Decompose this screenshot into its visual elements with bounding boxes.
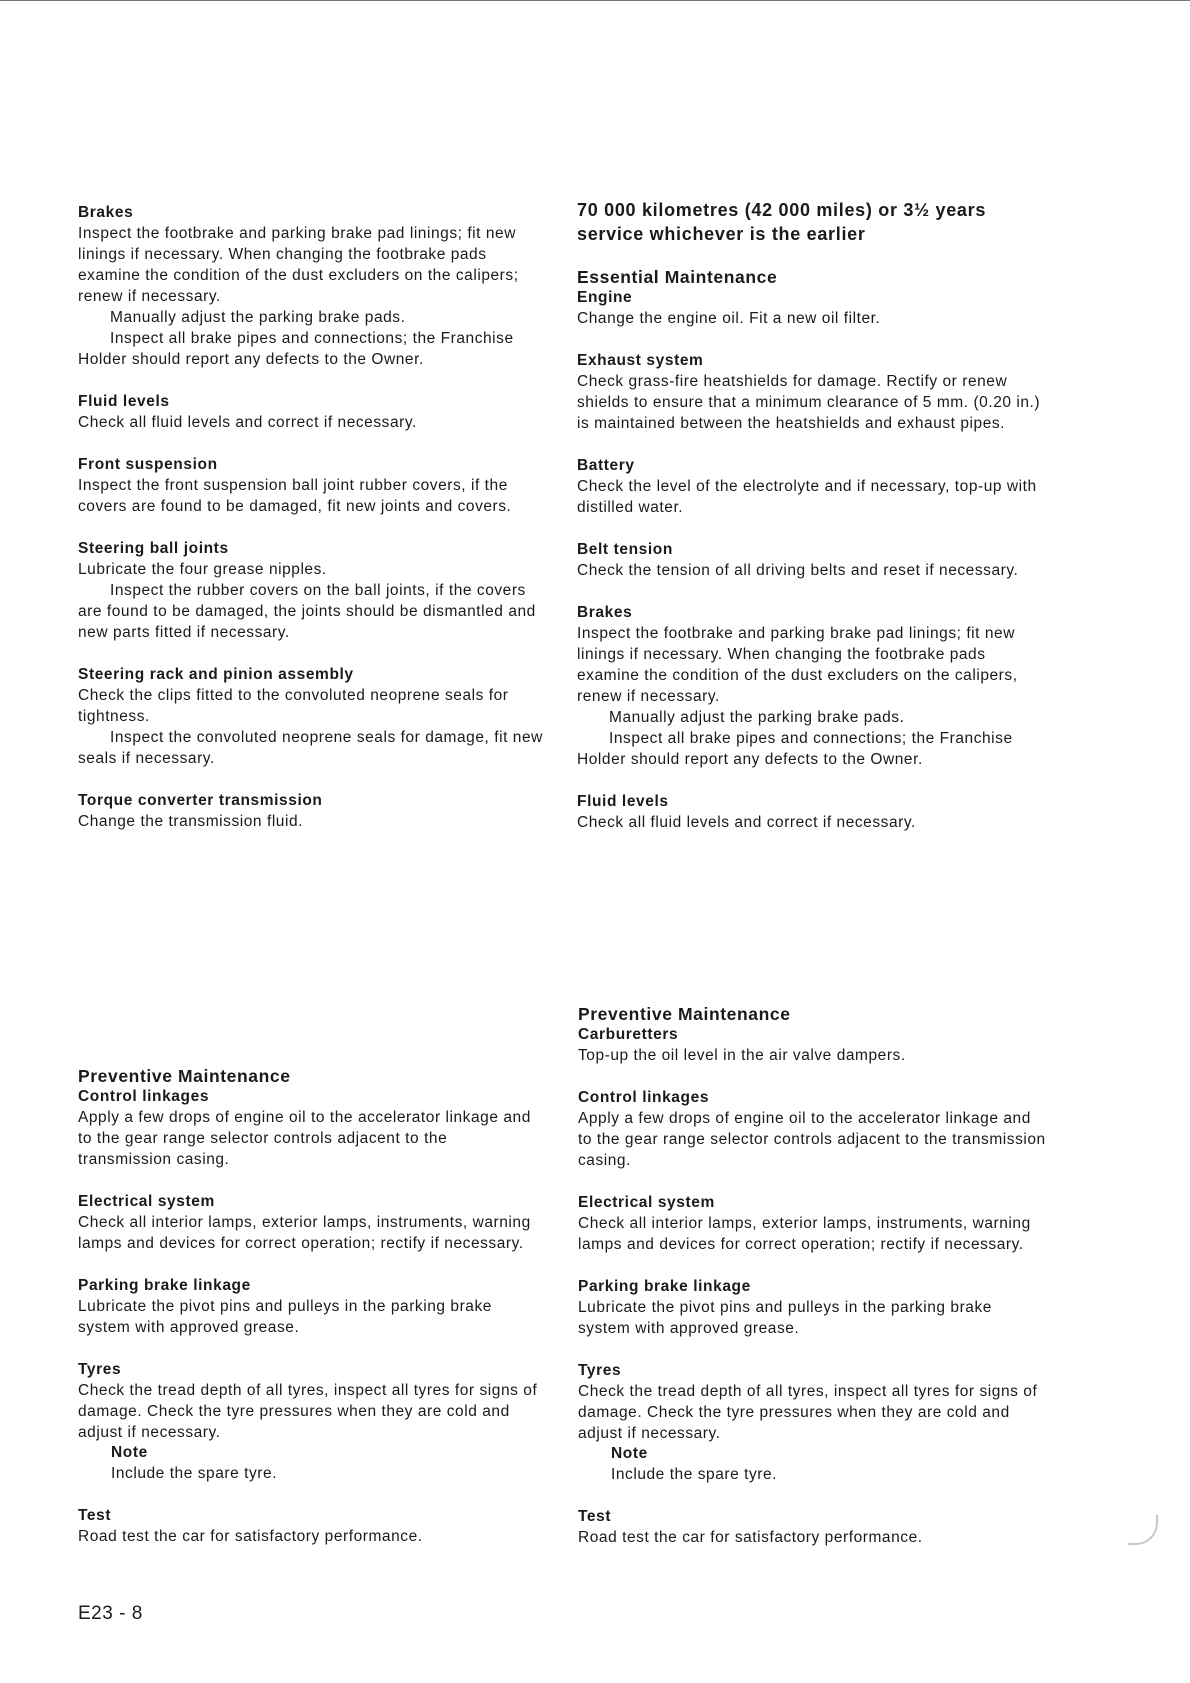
section-heading: Tyres	[78, 1361, 122, 1378]
section-paragraph: Check all fluid levels and correct if necessary.	[78, 414, 417, 431]
left-column-bottom	[78, 1065, 543, 1569]
section-paragraph: Check grass-fire heatshields for damage. Rectify or renew shields to ensure that a minimum clearance of 5 mm. (0.20 in.) is maintained between the heatshields and exhaust pipes.	[577, 373, 1041, 432]
section-battery	[577, 456, 1047, 518]
section-paragraph: Inspect the front suspension ball joint rubber covers, if the covers are found to be damaged, fit new joints and covers.	[78, 477, 512, 515]
section-heading: Control linkages	[578, 1089, 710, 1106]
section-heading: Carburetters	[578, 1026, 679, 1043]
section-heading: Test	[78, 1507, 112, 1524]
note-block	[78, 1443, 543, 1484]
note-block	[578, 1444, 1048, 1485]
section-engine	[577, 288, 1047, 329]
section-tyres	[578, 1361, 1048, 1485]
section-heading: Control linkages	[78, 1088, 210, 1105]
section-torque-converter-transmission	[78, 791, 543, 832]
section-electrical-system	[578, 1193, 1048, 1255]
section-paragraph: Lubricate the pivot pins and pulleys in the parking brake system with approved grease.	[78, 1298, 492, 1336]
section-paragraph: Inspect the footbrake and parking brake pad linings; fit new linings if necessary. When changing the footbrake pads examine the condition of the dust excluders on the calipers; renew if necessary.	[78, 225, 519, 305]
right-column-bottom	[578, 1003, 1048, 1570]
section-heading: Tyres	[578, 1362, 622, 1379]
section-test	[78, 1506, 543, 1547]
section-brakes	[78, 203, 543, 370]
section-test	[578, 1507, 1048, 1548]
section-carburetters	[578, 1025, 1048, 1066]
section-heading: Fluid levels	[577, 793, 669, 810]
preventive-maintenance-sections	[78, 1087, 543, 1547]
preventive-maintenance-title: Preventive Maintenance	[78, 1066, 291, 1086]
section-paragraph: Check all fluid levels and correct if necessary.	[577, 814, 916, 831]
section-paragraph: Road test the car for satisfactory performance.	[78, 1528, 423, 1545]
section-heading: Electrical system	[578, 1194, 715, 1211]
section-paragraph: Check the tension of all driving belts and reset if necessary.	[577, 562, 1019, 579]
section-heading: Engine	[577, 289, 633, 306]
section-fluid-levels	[577, 792, 1047, 833]
section-heading: Steering ball joints	[78, 540, 229, 557]
note-text: Include the spare tyre.	[111, 1465, 278, 1482]
section-paragraph: Change the transmission fluid.	[78, 813, 304, 830]
section-heading: Brakes	[577, 604, 633, 621]
section-heading: Test	[578, 1508, 612, 1525]
page-number: E23 - 8	[78, 1603, 143, 1624]
section-paragraph: Top-up the oil level in the air valve dampers.	[578, 1047, 906, 1064]
section-parking-brake-linkage	[578, 1277, 1048, 1339]
preventive-maintenance-sections	[578, 1025, 1048, 1548]
section-brakes	[577, 603, 1047, 770]
section-paragraph: Check all interior lamps, exterior lamps, instruments, warning lamps and devices for correct operation; rectify if necessary.	[578, 1215, 1031, 1253]
section-paragraph: Lubricate the four grease nipples.	[78, 561, 327, 578]
section-fluid-levels	[78, 392, 543, 433]
section-paragraph: Check the level of the electrolyte and if necessary, top-up with distilled water.	[577, 478, 1037, 516]
page-top-rule	[0, 0, 1190, 1]
section-heading: Front suspension	[78, 456, 218, 473]
section-paragraph: Road test the car for satisfactory performance.	[578, 1529, 923, 1546]
section-heading: Belt tension	[577, 541, 673, 558]
left-column-top	[78, 203, 543, 854]
section-heading: Battery	[577, 457, 635, 474]
note-text: Include the spare tyre.	[611, 1466, 778, 1483]
section-paragraph: Check the tread depth of all tyres, inspect all tyres for signs of damage. Check the tyre pressures when they are cold and adjust if necessary.	[78, 1382, 538, 1441]
essential-maintenance-sections	[577, 288, 1047, 833]
section-tyres	[78, 1360, 543, 1484]
section-paragraph: Inspect all brake pipes and connections; the Franchise Holder should report any defects to the Owner.	[577, 730, 1013, 768]
section-front-suspension	[78, 455, 543, 517]
section-paragraph: Check all interior lamps, exterior lamps, instruments, warning lamps and devices for correct operation; rectify if necessary.	[78, 1214, 531, 1252]
section-paragraph: Check the clips fitted to the convoluted neoprene seals for tightness.	[78, 687, 509, 725]
preventive-maintenance-title: Preventive Maintenance	[578, 1004, 791, 1024]
section-paragraph: Inspect the convoluted neoprene seals for damage, fit new seals if necessary.	[78, 729, 543, 767]
section-control-linkages	[578, 1088, 1048, 1171]
section-heading: Parking brake linkage	[78, 1277, 251, 1294]
section-paragraph: Change the engine oil. Fit a new oil filter.	[577, 310, 881, 327]
section-electrical-system	[78, 1192, 543, 1254]
scan-mark	[1128, 1515, 1158, 1545]
section-heading: Steering rack and pinion assembly	[78, 666, 354, 683]
section-paragraph: Manually adjust the parking brake pads.	[609, 709, 905, 726]
section-paragraph: Apply a few drops of engine oil to the accelerator linkage and to the gear range selector controls adjacent to the transmission casing.	[578, 1110, 1046, 1169]
section-paragraph: Lubricate the pivot pins and pulleys in the parking brake system with approved grease.	[578, 1299, 992, 1337]
section-heading: Electrical system	[78, 1193, 215, 1210]
essential-maintenance-title: Essential Maintenance	[577, 267, 778, 287]
section-exhaust-system	[577, 351, 1047, 434]
section-paragraph: Check the tread depth of all tyres, inspect all tyres for signs of damage. Check the tyre pressures when they are cold and adjust if necessary.	[578, 1383, 1038, 1442]
section-heading: Torque converter transmission	[78, 792, 323, 809]
section-heading: Parking brake linkage	[578, 1278, 751, 1295]
note-label: Note	[111, 1444, 148, 1461]
section-paragraph: Apply a few drops of engine oil to the accelerator linkage and to the gear range selector controls adjacent to the transmission casing.	[78, 1109, 531, 1168]
section-heading: Brakes	[78, 204, 134, 221]
section-paragraph: Inspect the footbrake and parking brake pad linings; fit new linings if necessary. When changing the footbrake pads examine the condition of the dust excluders on the calipers, renew if necessary.	[577, 625, 1018, 705]
section-parking-brake-linkage	[78, 1276, 543, 1338]
section-paragraph: Inspect all brake pipes and connections; the Franchise Holder should report any defects to the Owner.	[78, 330, 514, 368]
section-paragraph: Inspect the rubber covers on the ball joints, if the covers are found to be damaged, the joints should be dismantled and new parts fitted if necessary.	[78, 582, 536, 641]
section-heading: Fluid levels	[78, 393, 170, 410]
section-steering-ball-joints	[78, 539, 543, 643]
section-paragraph: Manually adjust the parking brake pads.	[110, 309, 406, 326]
section-control-linkages	[78, 1087, 543, 1170]
service-interval-heading: 70 000 kilometres (42 000 miles) or 3½ years service whichever is the earlier	[577, 200, 987, 244]
section-belt-tension	[577, 540, 1047, 581]
note-label: Note	[611, 1445, 648, 1462]
right-column-top	[577, 198, 1047, 855]
section-heading: Exhaust system	[577, 352, 704, 369]
section-steering-rack-and-pinion-assembly	[78, 665, 543, 769]
